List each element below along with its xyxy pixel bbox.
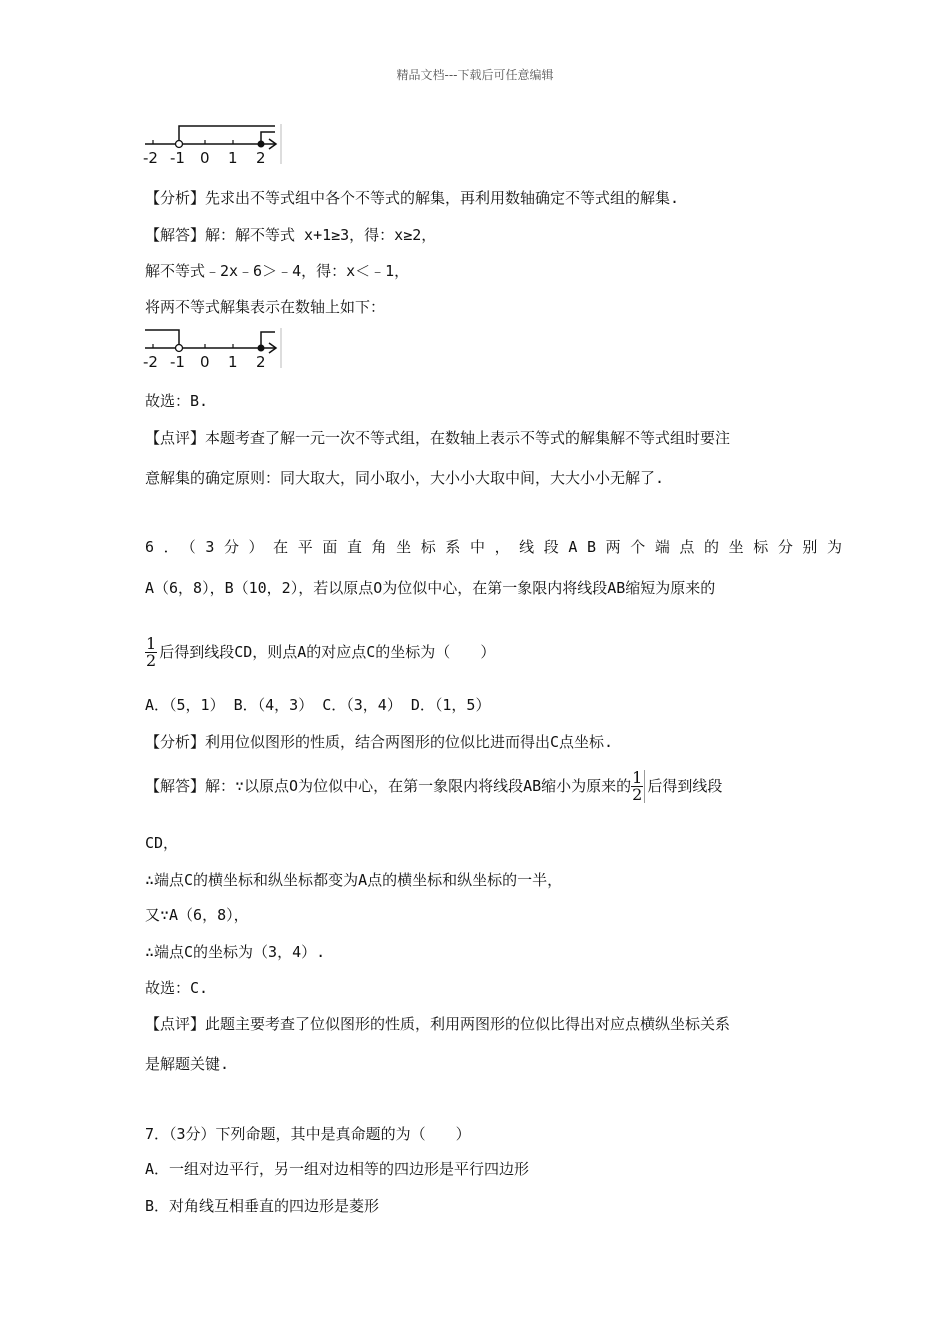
q6-stem-line-1: 6．（3分）在平面直角坐标系中，线段AB两个端点的坐标分别为 (145, 538, 852, 556)
q5-analysis: 【分析】先求出不等式组中各个不等式的解集，再利用数轴确定不等式组的解集. (145, 189, 680, 207)
q5-comment-line-2: 意解集的确定原则：同大取大，同小取小，大小小大取中间，大大小小无解了. (145, 469, 665, 487)
q6-solution-line-1 (145, 770, 722, 803)
tick-label-2: 2 (256, 353, 266, 371)
q5-solution-line-3: 将两不等式解集表示在数轴上如下： (145, 298, 386, 316)
tick-label-1: 1 (228, 353, 238, 371)
q5-solution-line-1: 【解答】解：解不等式 x+1≥3，得：x≥2， (145, 226, 437, 244)
q6-solution-line-2: CD， (145, 834, 179, 852)
q6-analysis: 【分析】利用位似图形的性质，结合两图形的位似比进而得出C点坐标. (145, 733, 614, 751)
q6-comment-line-1: 【点评】此题主要考查了位似图形的性质，利用两图形的位似比得出对应点横纵坐标关系 (145, 1015, 731, 1033)
q7-stem: 7．（3分）下列命题，其中是真命题的为（ ） (145, 1125, 471, 1143)
q5-comment-line-1: 【点评】本题考查了解一元一次不等式组，在数轴上表示不等式的解集解不等式组时要注 (145, 429, 731, 447)
q6-stem-line-3-text: 后得到线段CD，则点A的对应点C的坐标为（ ） (159, 643, 496, 661)
q6-choice: 故选：C. (145, 979, 209, 997)
q6-solution-line-3: ∴端点C的横坐标和纵坐标都变为A点的横坐标和纵坐标的一半， (145, 871, 563, 889)
q6-solution-line-5: ∴端点C的坐标为（3，4）. (145, 943, 326, 961)
q6-solution-line-1-tail: 后得到线段 (647, 777, 723, 795)
tick-label-neg2: -2 (143, 353, 158, 371)
tick-label-0: 0 (200, 149, 210, 167)
q6-solution-line-1-text: 【解答】解：∵以原点O为位似中心，在第一象限内将线段AB缩小为原来的 (145, 777, 632, 795)
fraction-one-half: $\frac{1}{2}$ (146, 634, 157, 670)
q6-solution-line-4: 又∵A（6，8）， (145, 906, 249, 924)
q5-choice: 故选：B. (145, 392, 209, 410)
tick-label-neg1: -1 (170, 353, 185, 371)
number-line-figure-1 (143, 122, 288, 167)
q6-stem-line-3 (145, 636, 495, 669)
fraction-one-half: $\frac{1}{2}$ (631, 770, 645, 803)
page-header: 精品文档---下载后可任意编辑 (396, 68, 554, 82)
tick-label-1: 1 (228, 149, 238, 167)
q7-option-a: A．一组对边平行，另一组对边相等的四边形是平行四边形 (145, 1160, 530, 1178)
number-line-figure-2 (143, 326, 288, 371)
tick-label-0: 0 (200, 353, 210, 371)
tick-label-2: 2 (256, 149, 266, 167)
q5-solution-line-2: 解不等式﹣2x﹣6＞﹣4，得：x＜﹣1， (145, 262, 410, 280)
tick-label-neg2: -2 (143, 149, 158, 167)
tick-label-neg1: -1 (170, 149, 185, 167)
q6-comment-line-2: 是解题关键. (145, 1055, 230, 1073)
q6-options: A．（5，1） B．（4，3） C．（3，4） D．（1，5） (145, 696, 491, 714)
q7-option-b: B．对角线互相垂直的四边形是菱形 (145, 1197, 380, 1215)
q6-stem-line-2: A（6，8），B（10，2），若以原点O为位似中心，在第一象限内将线段AB缩短为原来的 (145, 579, 716, 597)
